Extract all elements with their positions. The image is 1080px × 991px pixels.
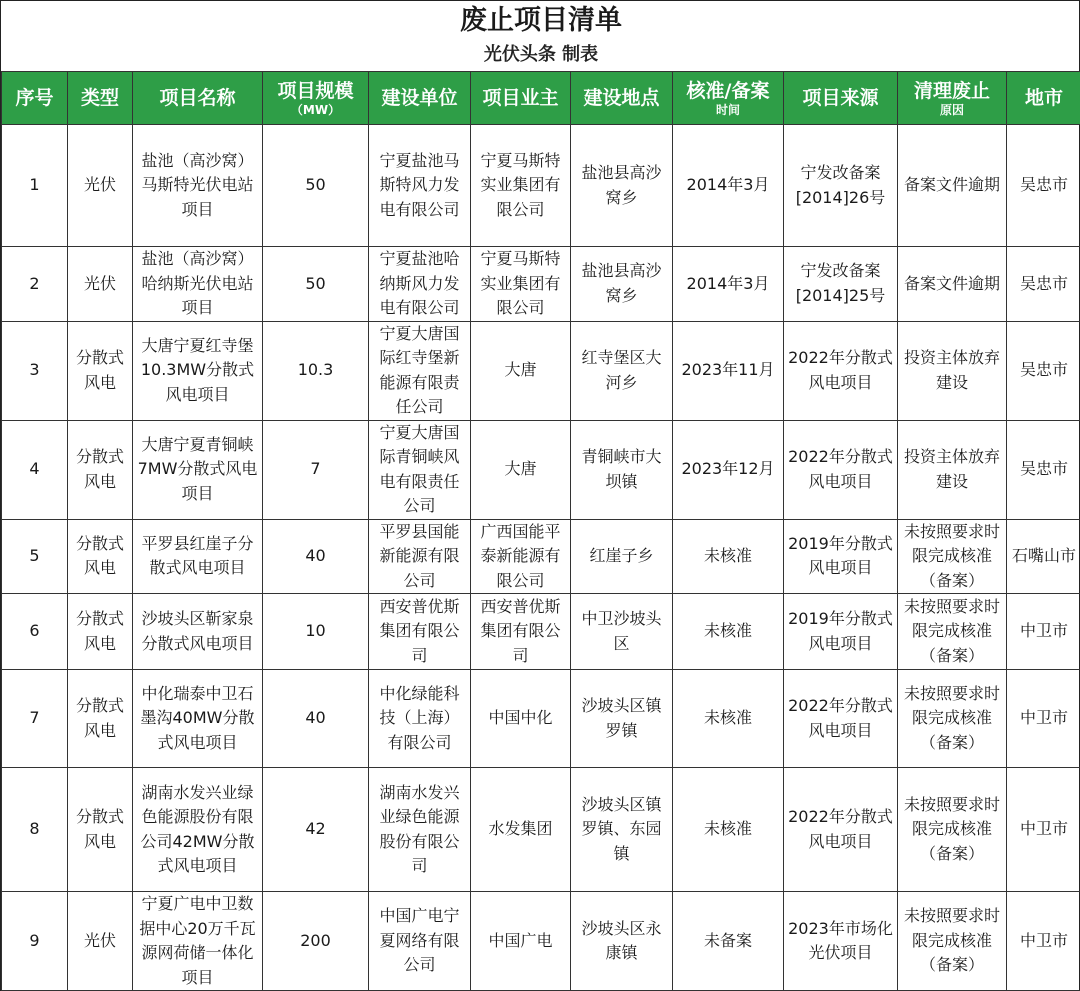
cell-name: 大唐宁夏红寺堡10.3MW分散式风电项目	[133, 321, 263, 420]
cell-name: 湖南水发兴业绿色能源股份有限公司42MW分散式风电项目	[133, 768, 263, 892]
cell-type: 分散式风电	[68, 670, 133, 768]
cell-builder: 湖南水发兴业绿色能源股份有限公司	[369, 768, 471, 892]
cell-date: 2014年3月	[673, 247, 784, 322]
cell-type: 分散式风电	[68, 321, 133, 420]
col-header-scale: 项目规模 （MW）	[263, 72, 369, 125]
cell-scale: 50	[263, 247, 369, 322]
cell-owner: 大唐	[471, 420, 571, 519]
table-header-row	[2, 72, 1080, 125]
cell-location: 红寺堡区大河乡	[571, 321, 673, 420]
cell-city: 吴忠市	[1007, 125, 1080, 247]
cell-city: 中卫市	[1007, 768, 1080, 892]
cell-type: 光伏	[68, 125, 133, 247]
cell-date: 未核准	[673, 670, 784, 768]
cell-owner: 宁夏马斯特实业集团有限公司	[471, 247, 571, 322]
cell-type: 光伏	[68, 892, 133, 991]
col-header-owner: 项目业主	[471, 72, 571, 125]
cell-date: 2014年3月	[673, 125, 784, 247]
cell-city: 石嘴山市	[1007, 519, 1080, 594]
cell-scale: 200	[263, 892, 369, 991]
cell-scale: 10.3	[263, 321, 369, 420]
cell-date: 2023年11月	[673, 321, 784, 420]
cell-source: 2022年分散式风电项目	[784, 420, 898, 519]
col-header-date: 核准/备案 时间	[673, 72, 784, 125]
cell-type: 分散式风电	[68, 519, 133, 594]
cell-no: 5	[2, 519, 68, 594]
cell-type: 分散式风电	[68, 768, 133, 892]
cell-name: 中化瑞泰中卫石墨沟40MW分散式风电项目	[133, 670, 263, 768]
cell-location: 红崖子乡	[571, 519, 673, 594]
table-row	[2, 594, 1080, 670]
page-title: 废止项目清单	[460, 5, 622, 36]
cell-city: 中卫市	[1007, 594, 1080, 670]
cell-city: 中卫市	[1007, 892, 1080, 991]
col-header-location: 建设地点	[571, 72, 673, 125]
cell-source: 2019年分散式风电项目	[784, 594, 898, 670]
col-header-city: 地市	[1007, 72, 1080, 125]
cell-source: 2023年市场化光伏项目	[784, 892, 898, 991]
cell-owner: 中国广电	[471, 892, 571, 991]
cell-location: 盐池县高沙窝乡	[571, 247, 673, 322]
cell-source: 2022年分散式风电项目	[784, 768, 898, 892]
table-row	[2, 892, 1080, 991]
cell-reason: 未按照要求时限完成核准（备案）	[898, 892, 1007, 991]
col-header-type: 类型	[68, 72, 133, 125]
cell-scale: 50	[263, 125, 369, 247]
cell-scale: 10	[263, 594, 369, 670]
cell-scale: 42	[263, 768, 369, 892]
cell-date: 未核准	[673, 768, 784, 892]
cell-location: 沙坡头区镇罗镇、东园镇	[571, 768, 673, 892]
cell-builder: 西安普优斯集团有限公司	[369, 594, 471, 670]
col-header-name: 项目名称	[133, 72, 263, 125]
cell-type: 分散式风电	[68, 420, 133, 519]
cell-reason: 备案文件逾期	[898, 125, 1007, 247]
cell-no: 3	[2, 321, 68, 420]
cell-builder: 宁夏盐池哈纳斯风力发电有限公司	[369, 247, 471, 322]
cell-source: 2019年分散式风电项目	[784, 519, 898, 594]
table-row	[2, 321, 1080, 420]
cell-location: 青铜峡市大坝镇	[571, 420, 673, 519]
cell-location: 沙坡头区镇罗镇	[571, 670, 673, 768]
table-row	[2, 125, 1080, 247]
cell-type: 光伏	[68, 247, 133, 322]
cell-builder: 宁夏大唐国际红寺堡新能源有限责任公司	[369, 321, 471, 420]
cell-no: 8	[2, 768, 68, 892]
cell-source: 宁发改备案[2014]25号	[784, 247, 898, 322]
col-header-reason: 清理废止 原因	[898, 72, 1007, 125]
cell-location: 中卫沙坡头区	[571, 594, 673, 670]
cell-city: 吴忠市	[1007, 321, 1080, 420]
cell-scale: 40	[263, 519, 369, 594]
col-header-builder: 建设单位	[369, 72, 471, 125]
cell-date: 未核准	[673, 594, 784, 670]
page-subtitle: 光伏头条 制表	[483, 44, 599, 65]
cell-no: 4	[2, 420, 68, 519]
cell-builder: 宁夏盐池马斯特风力发电有限公司	[369, 125, 471, 247]
cell-reason: 未按照要求时限完成核准（备案）	[898, 670, 1007, 768]
cell-name: 盐池（高沙窝）马斯特光伏电站项目	[133, 125, 263, 247]
col-header-source: 项目来源	[784, 72, 898, 125]
cell-builder: 中国广电宁夏网络有限公司	[369, 892, 471, 991]
cell-builder: 宁夏大唐国际青铜峡风电有限责任公司	[369, 420, 471, 519]
abolished-projects-table	[1, 71, 1080, 991]
cell-owner: 大唐	[471, 321, 571, 420]
table-row	[2, 768, 1080, 892]
cell-builder: 平罗县国能新能源有限公司	[369, 519, 471, 594]
cell-no: 7	[2, 670, 68, 768]
cell-scale: 40	[263, 670, 369, 768]
cell-no: 1	[2, 125, 68, 247]
cell-source: 2022年分散式风电项目	[784, 670, 898, 768]
cell-no: 2	[2, 247, 68, 322]
cell-name: 大唐宁夏青铜峡7MW分散式风电项目	[133, 420, 263, 519]
cell-city: 中卫市	[1007, 670, 1080, 768]
cell-owner: 西安普优斯集团有限公司	[471, 594, 571, 670]
cell-source: 宁发改备案[2014]26号	[784, 125, 898, 247]
cell-city: 吴忠市	[1007, 247, 1080, 322]
cell-builder: 中化绿能科技（上海）有限公司	[369, 670, 471, 768]
cell-reason: 未按照要求时限完成核准（备案）	[898, 768, 1007, 892]
cell-name: 宁夏广电中卫数据中心20万千瓦源网荷储一体化项目	[133, 892, 263, 991]
table-row	[2, 670, 1080, 768]
cell-owner: 中国中化	[471, 670, 571, 768]
cell-reason: 未按照要求时限完成核准（备案）	[898, 594, 1007, 670]
cell-reason: 备案文件逾期	[898, 247, 1007, 322]
cell-source: 2022年分散式风电项目	[784, 321, 898, 420]
cell-reason: 未按照要求时限完成核准（备案）	[898, 519, 1007, 594]
cell-owner: 宁夏马斯特实业集团有限公司	[471, 125, 571, 247]
table-row	[2, 519, 1080, 594]
cell-location: 沙坡头区永康镇	[571, 892, 673, 991]
cell-name: 平罗县红崖子分散式风电项目	[133, 519, 263, 594]
cell-name: 盐池（高沙窝）哈纳斯光伏电站项目	[133, 247, 263, 322]
cell-reason: 投资主体放弃建设	[898, 420, 1007, 519]
cell-city: 吴忠市	[1007, 420, 1080, 519]
cell-date: 未备案	[673, 892, 784, 991]
table-row	[2, 247, 1080, 322]
cell-owner: 水发集团	[471, 768, 571, 892]
cell-name: 沙坡头区靳家泉分散式风电项目	[133, 594, 263, 670]
cell-location: 盐池县高沙窝乡	[571, 125, 673, 247]
cell-type: 分散式风电	[68, 594, 133, 670]
cell-no: 9	[2, 892, 68, 991]
col-header-no: 序号	[2, 72, 68, 125]
cell-date: 未核准	[673, 519, 784, 594]
cell-reason: 投资主体放弃建设	[898, 321, 1007, 420]
cell-no: 6	[2, 594, 68, 670]
cell-owner: 广西国能平泰新能源有限公司	[471, 519, 571, 594]
table-row	[2, 420, 1080, 519]
cell-date: 2023年12月	[673, 420, 784, 519]
cell-scale: 7	[263, 420, 369, 519]
